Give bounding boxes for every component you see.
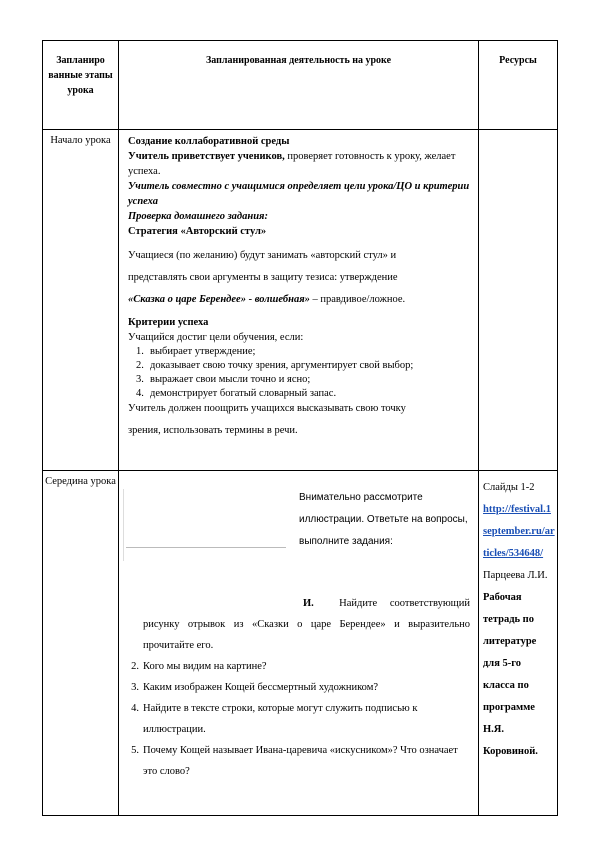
- list-item: [131, 698, 470, 740]
- item-text: Кого мы видим на картине?: [143, 661, 267, 672]
- greeting-rest: проверяет готовность к уроку, желает успеха.: [128, 151, 456, 177]
- thesis-text: [128, 289, 472, 311]
- stage-activity: [119, 471, 479, 816]
- item-number: 2.: [131, 661, 139, 672]
- list-item: [131, 656, 470, 677]
- item-text: Почему Кощей называет Ивана-царевича «искусником»? Что означает это слово?: [143, 745, 458, 777]
- table-row: [43, 471, 558, 816]
- stage-resources: [479, 130, 558, 471]
- list-item: [128, 387, 472, 401]
- closing-line: зрения, использовать термины в речи.: [128, 425, 298, 436]
- header-stages: Запланиро ванные этапы урока: [43, 41, 119, 130]
- table-header-row: [43, 41, 558, 130]
- item-text: Найдите в тексте строки, которые могут служить подписью к иллюстрации.: [143, 703, 418, 735]
- slides-label: Слайды 1-2: [483, 482, 535, 493]
- criteria-list: [128, 345, 472, 401]
- list-item: [131, 740, 470, 782]
- illustration-block: [123, 475, 470, 593]
- stage-name: Начало урока: [43, 130, 119, 471]
- thesis-rest: – правдивое/ложное.: [309, 294, 406, 305]
- section-heading: Создание коллаборативной среды: [128, 136, 290, 147]
- item-text: выбирает утверждение;: [150, 346, 256, 357]
- stage-resources: [479, 471, 558, 816]
- instruction-text: Внимательно рассмотрите иллюстрации. Ответьте на вопросы, выполните задания:: [299, 492, 468, 547]
- item-number: 4.: [131, 703, 139, 714]
- question-list: [123, 656, 470, 782]
- item-text: доказывает свою точку зрения, аргументирует свой выбор;: [150, 360, 414, 371]
- list-item: [128, 345, 472, 359]
- item-text: выражает свои мысли точно и ясно;: [150, 374, 311, 385]
- stage-activity: [119, 130, 479, 471]
- item-number: 5.: [131, 745, 139, 756]
- item-text: демонстрирует богатый словарный запас.: [150, 388, 337, 399]
- lesson-plan-table: [42, 40, 558, 816]
- item-number: 2.: [136, 360, 144, 371]
- paragraph-line: Учащиеся (по желанию) будут занимать «авторский стул» и: [128, 250, 397, 261]
- criteria-title: Критерии успеха: [128, 317, 209, 328]
- resource-book: Рабочая тетрадь по литературе для 5-го класса по программе Н.Я. Коровиной.: [483, 592, 538, 757]
- item-number: 4.: [136, 388, 144, 399]
- header-resources: Ресурсы: [479, 41, 558, 130]
- item-number: 3.: [136, 374, 144, 385]
- header-activity: Запланированная деятельность на уроке: [119, 41, 479, 130]
- paragraph-line: представлять свои аргументы в защиту тезиса: утверждение: [128, 272, 398, 283]
- greeting-bold: Учитель приветствует учеников,: [128, 151, 285, 162]
- resource-link[interactable]: http://festival.1september.ru/articles/534648/: [483, 504, 555, 559]
- homework-heading: Проверка домашнего задания:: [128, 211, 268, 222]
- resource-author: Парцеева Л.И.: [483, 570, 548, 581]
- list-item: [131, 677, 470, 698]
- item-number: 1.: [136, 346, 144, 357]
- task-label: И.: [303, 598, 314, 609]
- stage-name: Середина урока: [43, 471, 119, 816]
- task-text: Найдите соответствующий рисунку отрывок из «Сказки о царе Берендее» и выразительно прочитайте его.: [143, 598, 470, 651]
- list-item: [128, 373, 472, 387]
- list-item: [128, 359, 472, 373]
- item-number: 3.: [131, 682, 139, 693]
- task-1: [123, 593, 470, 656]
- greeting-text: [128, 149, 472, 179]
- closing-line: Учитель должен поощрить учащихся высказывать свою точку: [128, 403, 406, 414]
- criteria-intro: Учащийся достиг цели обучения, если:: [128, 332, 304, 343]
- thesis-bold: «Сказка о царе Берендее» - волшебная»: [128, 294, 310, 305]
- goals-text: Учитель совместно с учащимися определяет цели урока/ЦО и критерии успеха: [128, 181, 470, 207]
- strategy-heading: Стратегия «Авторский стул»: [128, 226, 267, 237]
- item-text: Каким изображен Кощей бессмертный художником?: [143, 682, 379, 693]
- illustration-image: [123, 489, 292, 561]
- table-row: [43, 130, 558, 471]
